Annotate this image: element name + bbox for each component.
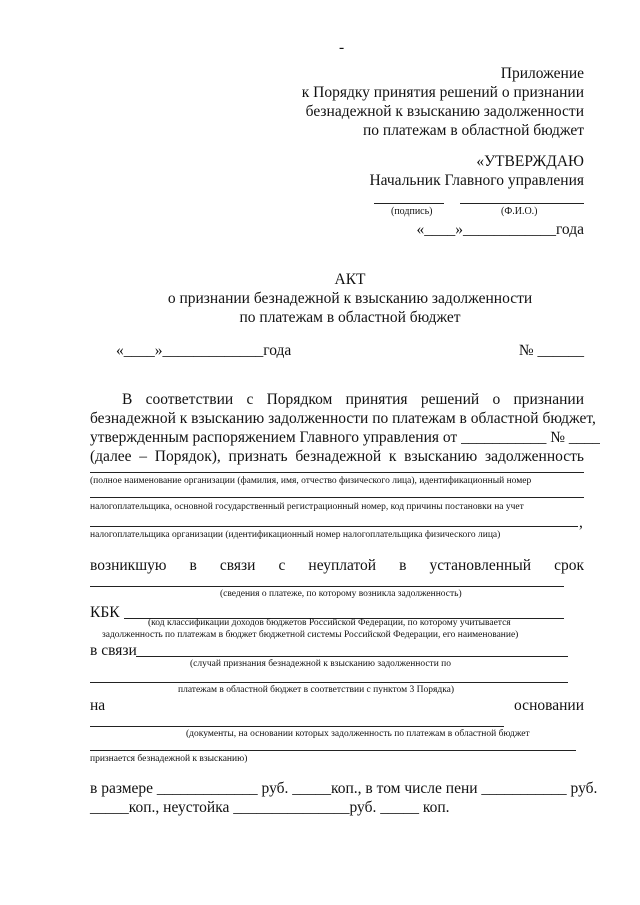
paragraph-line-3: утвержденным распоряжением Главного управления от ___________ № ____ — [90, 429, 600, 446]
appendix-line-4: по платежам в областной бюджет — [362, 122, 584, 139]
note-org-name: (полное наименование организации (фамилия, имя, отчество физического лица), идентификационный номер — [90, 476, 532, 486]
amount-line-2: _____коп., неустойка _______________руб. _____ коп. — [90, 799, 450, 816]
note-hopeless: признается безнадежной к взысканию) — [90, 754, 248, 764]
arose-line: возникшую в связи с неуплатой в установленный срок — [90, 557, 584, 574]
act-title: АКТ — [334, 271, 366, 288]
paragraph-line-2: безнадежной к взысканию задолженности по платежам в областной бюджет, — [90, 410, 596, 427]
kbk-label: КБК — [90, 604, 120, 621]
org-details-line[interactable] — [90, 497, 584, 498]
fio-line[interactable] — [460, 203, 584, 204]
org-name-line[interactable] — [90, 472, 584, 473]
documents-line[interactable] — [90, 726, 504, 727]
reason-line-2[interactable] — [90, 682, 568, 683]
appendix-title: Приложение — [500, 65, 584, 82]
note-reason-1: (случай признания безнадежной к взысканию задолженности по — [190, 659, 452, 669]
approve-date: «____»____________года — [416, 221, 584, 238]
payment-info-line[interactable] — [90, 586, 564, 587]
basis-label: основании — [514, 697, 584, 714]
top-dash: - — [339, 39, 345, 56]
fio-label: (Ф.И.О.) — [501, 206, 538, 217]
act-date: «____»_____________года — [116, 342, 292, 359]
documents-line-2[interactable] — [90, 750, 576, 751]
note-kbk-1: (код классификации доходов бюджетов Российской Федерации, по которому учитывается — [148, 618, 511, 628]
note-taxpayer: налогоплательщика организации (идентификационный номер налогоплательщика физического лица) — [90, 530, 501, 540]
approve-title: «УТВЕРЖДАЮ — [476, 153, 584, 170]
paragraph-line-1: В соответствии с Порядком принятия решений о признании — [122, 391, 584, 408]
appendix-line-3: безнадежной к взысканию задолженности — [305, 103, 584, 120]
note-payment-info: (сведения о платеже, по которому возникла задолженность) — [220, 589, 462, 599]
approve-position: Начальник Главного управления — [369, 172, 584, 189]
act-number: № ______ — [518, 342, 584, 359]
comma: , — [579, 514, 583, 531]
act-subtitle-2: по платежам в областной бюджет — [239, 309, 461, 326]
note-reason-2: платежам в областной бюджет в соответствии с пунктом 3 Порядка) — [178, 685, 455, 695]
amount-line-1: в размере _____________ руб. _____коп., в том числе пени ___________ руб. — [90, 780, 598, 797]
act-subtitle-1: о признании безнадежной к взысканию задолженности — [167, 290, 533, 307]
note-documents: (документы, на основании которых задолженность по платежам в областной бюджет — [186, 729, 530, 739]
appendix-line-2: к Порядку принятия решений о признании — [301, 84, 584, 101]
note-org-details: налогоплательщика, основной государственный регистрационный номер, код причины постановки на учет — [90, 502, 524, 512]
on-label: на — [90, 697, 106, 714]
signature-line[interactable] — [374, 203, 444, 204]
in-connection-label: в связи — [90, 642, 137, 659]
signature-label: (подпись) — [391, 206, 433, 217]
taxpayer-line[interactable] — [90, 526, 578, 527]
paragraph-line-4: (далее – Порядок), признать безнадежной к взысканию задолженность — [90, 448, 584, 465]
note-kbk-2: задолженность по платежам в бюджет бюджетной системы Российской Федерации, его наименование) — [102, 630, 519, 640]
reason-line[interactable] — [136, 656, 568, 657]
